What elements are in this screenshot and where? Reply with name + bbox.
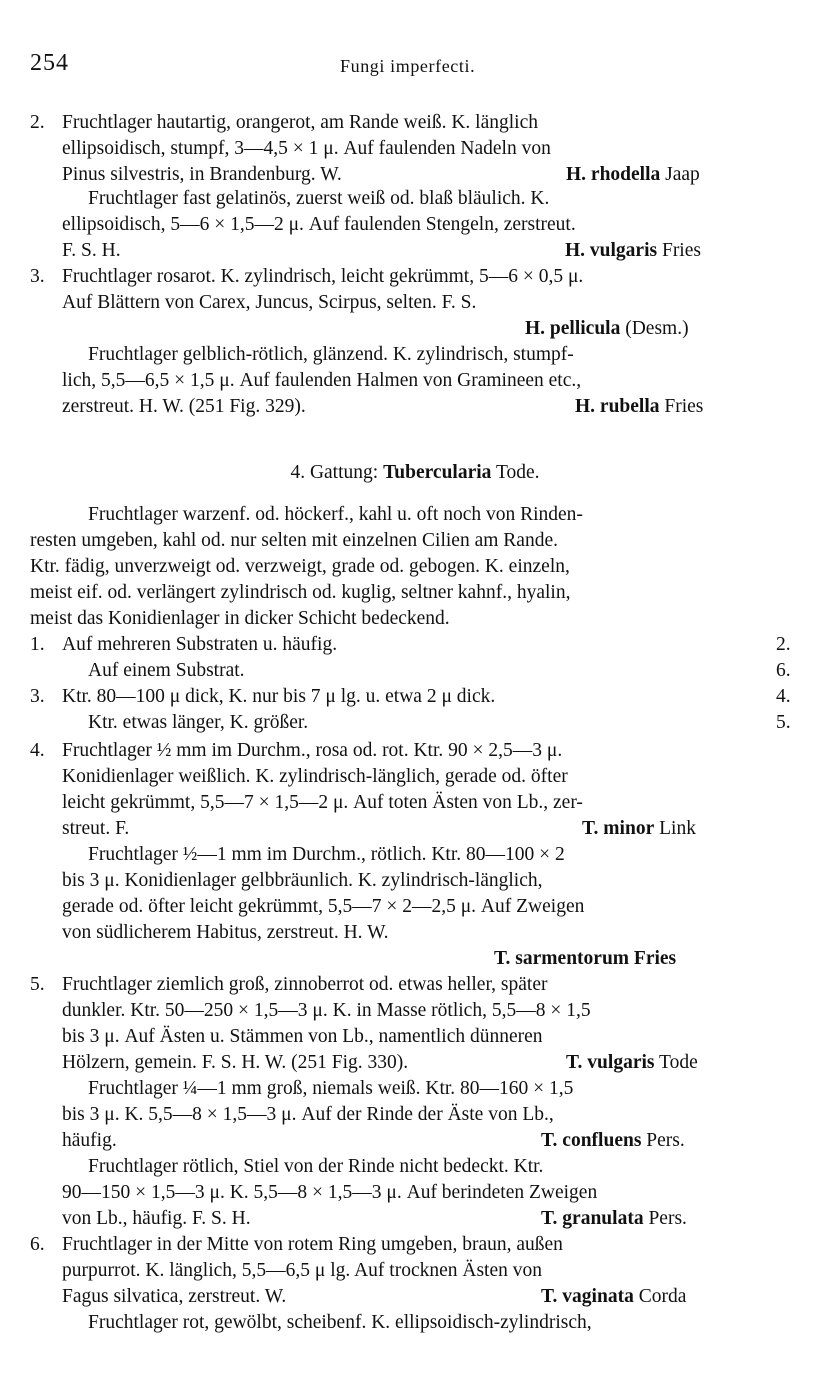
text-line: Fruchtlager ¼—1 mm groß, niemals weiß. Ktr. 80—160 × 1,5 xyxy=(88,1078,574,1099)
section-heading: 4. Gattung: Tubercularia Tode. xyxy=(290,462,540,483)
text-line: lich, 5,5—6,5 × 1,5 μ. Auf faulenden Halmen von Gramineen etc., xyxy=(62,370,582,391)
species-name: T. granulata Pers. xyxy=(541,1208,687,1229)
key-text: Ktr. 80—100 μ dick, K. nur bis 7 μ lg. u. etwa 2 μ dick. xyxy=(62,686,496,707)
text-line: Fruchtlager rosarot. K. zylindrisch, leicht gekrümmt, 5—6 × 0,5 μ. xyxy=(62,266,584,287)
species-name: H. vulgaris Fries xyxy=(565,240,701,261)
text-line: Hölzern, gemein. F. S. H. W. (251 Fig. 330). xyxy=(62,1052,409,1073)
text-line: bis 3 μ. Auf Ästen u. Stämmen von Lb., namentlich dünneren xyxy=(62,1026,543,1047)
text-line: von südlicherem Habitus, zerstreut. H. W. xyxy=(62,922,389,943)
species-name: T. minor Link xyxy=(582,818,696,839)
text-line: meist eif. od. verlängert zylindrisch od. kuglig, seltner kahnf., hyalin, xyxy=(30,582,571,603)
text-line: zerstreut. H. W. (251 Fig. 329). xyxy=(62,396,306,417)
text-line: leicht gekrümmt, 5,5—7 × 1,5—2 μ. Auf toten Ästen von Lb., zer- xyxy=(62,792,583,813)
text-line: Auf Blättern von Carex, Juncus, Scirpus, selten. F. S. xyxy=(62,292,477,313)
text-line: bis 3 μ. K. 5,5—8 × 1,5—3 μ. Auf der Rinde der Äste von Lb., xyxy=(62,1104,554,1125)
key-number: 2. xyxy=(30,112,45,133)
text-line: purpurrot. K. länglich, 5,5—6,5 μ lg. Auf trocknen Ästen von xyxy=(62,1260,543,1281)
running-title: Fungi imperfecti. xyxy=(340,56,476,76)
species-name: T. confluens Pers. xyxy=(541,1130,685,1151)
species-name: H. rubella Fries xyxy=(575,396,704,417)
key-number: 1. xyxy=(30,634,45,655)
text-line: Fruchtlager warzenf. od. höckerf., kahl u. oft noch von Rinden- xyxy=(88,504,583,525)
text-line: Fruchtlager rot, gewölbt, scheibenf. K. ellipsoidisch-zylindrisch, xyxy=(88,1312,592,1333)
text-line: Fruchtlager gelblich-rötlich, glänzend. K. zylindrisch, stumpf- xyxy=(88,344,574,365)
species-name: T. sarmentorum Fries xyxy=(494,948,677,969)
text-line: Fruchtlager rötlich, Stiel von der Rinde nicht bedeckt. Ktr. xyxy=(88,1156,544,1177)
text-line: Fruchtlager ½ mm im Durchm., rosa od. rot. Ktr. 90 × 2,5—3 μ. xyxy=(62,740,563,761)
text-line: Fruchtlager fast gelatinös, zuerst weiß od. blaß bläulich. K. xyxy=(88,188,550,209)
text-line: ellipsoidisch, 5—6 × 1,5—2 μ. Auf faulenden Stengeln, zerstreut. xyxy=(62,214,576,235)
text-line: streut. F. xyxy=(62,818,130,839)
key-text: Auf mehreren Substraten u. häufig. xyxy=(62,634,338,655)
text-line: Pinus silvestris, in Brandenburg. W. xyxy=(62,164,342,185)
text-line: ellipsoidisch, stumpf, 3—4,5 × 1 μ. Auf faulenden Nadeln von xyxy=(62,138,551,159)
running-header xyxy=(30,50,800,82)
text-line: gerade od. öfter leicht gekrümmt, 5,5—7 × 2—2,5 μ. Auf Zweigen xyxy=(62,896,585,917)
species-name: H. pellicula (Desm.) xyxy=(525,318,689,339)
key-reference: 6. xyxy=(776,660,791,681)
text-line: Konidienlager weißlich. K. zylindrisch-länglich, gerade od. öfter xyxy=(62,766,568,787)
text-line: meist das Konidienlager in dicker Schicht bedeckend. xyxy=(30,608,450,629)
key-number: 3. xyxy=(30,266,45,287)
key-text: Auf einem Substrat. xyxy=(88,660,245,681)
text-line: Fruchtlager ziemlich groß, zinnoberrot od. etwas heller, später xyxy=(62,974,548,995)
key-number: 4. xyxy=(30,740,45,761)
text-line: Ktr. fädig, unverzweigt od. verzweigt, grade od. gebogen. K. einzeln, xyxy=(30,556,570,577)
text-line: Fruchtlager ½—1 mm im Durchm., rötlich. Ktr. 80—100 × 2 xyxy=(88,844,565,865)
species-name: T. vaginata Corda xyxy=(541,1286,687,1307)
text-line: Fagus silvatica, zerstreut. W. xyxy=(62,1286,287,1307)
species-name: H. rhodella Jaap xyxy=(566,164,700,185)
species-name: T. vulgaris Tode xyxy=(566,1052,698,1073)
page-number: 254 xyxy=(30,50,69,76)
text-line: F. S. H. xyxy=(62,240,121,261)
text-line: 90—150 × 1,5—3 μ. K. 5,5—8 × 1,5—3 μ. Auf berindeten Zweigen xyxy=(62,1182,598,1203)
key-reference: 5. xyxy=(776,712,791,733)
text-line: Fruchtlager in der Mitte von rotem Ring umgeben, braun, außen xyxy=(62,1234,563,1255)
text-line: dunkler. Ktr. 50—250 × 1,5—3 μ. K. in Masse rötlich, 5,5—8 × 1,5 xyxy=(62,1000,591,1021)
key-reference: 4. xyxy=(776,686,791,707)
key-number: 6. xyxy=(30,1234,45,1255)
text-line: häufig. xyxy=(62,1130,117,1151)
text-line: Fruchtlager hautartig, orangerot, am Rande weiß. K. länglich xyxy=(62,112,538,133)
key-number: 3. xyxy=(30,686,45,707)
key-text: Ktr. etwas länger, K. größer. xyxy=(88,712,309,733)
key-number: 5. xyxy=(30,974,45,995)
text-line: resten umgeben, kahl od. nur selten mit einzelnen Cilien am Rande. xyxy=(30,530,558,551)
text-line: bis 3 μ. Konidienlager gelbbräunlich. K. zylindrisch-länglich, xyxy=(62,870,543,891)
key-reference: 2. xyxy=(776,634,791,655)
text-line: von Lb., häufig. F. S. H. xyxy=(62,1208,251,1229)
